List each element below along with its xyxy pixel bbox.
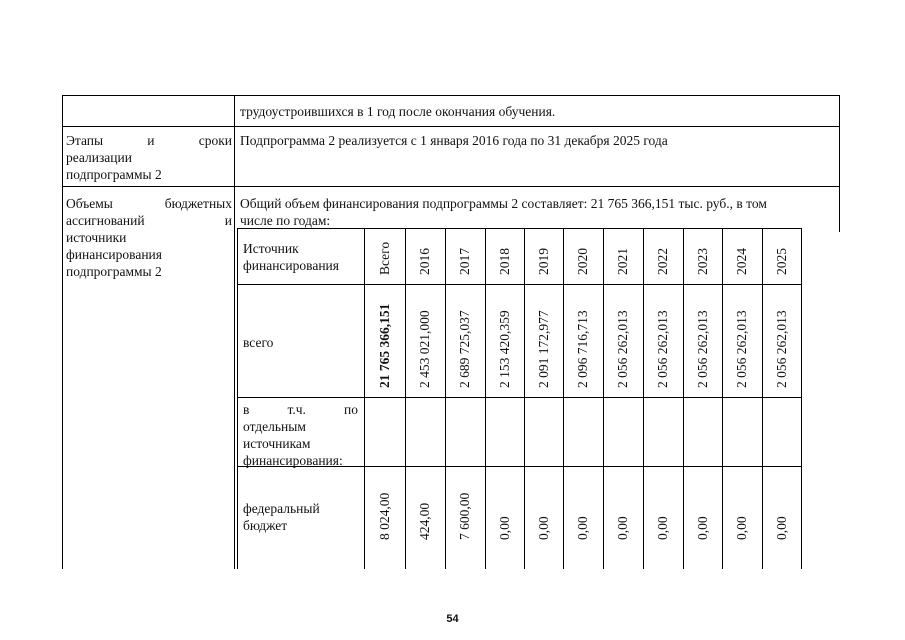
finance-col-line <box>364 228 365 569</box>
federal-value-1: 424,00 <box>417 502 432 540</box>
budget-intro-line2: числе по годам: <box>240 213 331 228</box>
total-value-10: 2 056 262,013 <box>773 310 789 388</box>
federal-value-10: 0,00 <box>773 516 789 540</box>
finance-row-divider <box>237 284 802 285</box>
federal-value-5: 0,00 <box>575 516 590 540</box>
budget-label: Объемы бюджетных ассигнований и источники финансирования подпрограммы 2 <box>66 196 232 279</box>
finance-col-line <box>801 228 802 569</box>
row1-text: трудоустроившихся в 1 год после окончания обучения. <box>240 104 556 119</box>
finance-col-line <box>683 228 684 569</box>
table-top-border <box>62 95 840 96</box>
page-number: 54 <box>446 613 459 625</box>
finance-col-line <box>237 228 238 569</box>
finance-col-line <box>485 228 486 569</box>
federal-value-4: 0,00 <box>535 516 551 540</box>
total-value-4: 2 091 172,977 <box>535 310 551 388</box>
finance-table-top <box>237 228 802 229</box>
total-value-1: 2 453 021,000 <box>417 310 432 388</box>
header-col-5: 2020 <box>575 248 590 275</box>
header-col-1: 2016 <box>417 248 432 275</box>
total-value-3: 2 153 420,359 <box>496 310 512 388</box>
finance-col-line <box>603 228 604 569</box>
header-col-2: 2017 <box>457 248 472 275</box>
header-col-0: Всего <box>376 241 392 275</box>
total-value-0: 21 765 366,151 <box>376 303 392 388</box>
federal-value-8: 0,00 <box>694 516 710 540</box>
header-col-3: 2018 <box>496 248 512 275</box>
finance-row-divider <box>237 397 802 398</box>
header-col-7: 2022 <box>655 248 670 275</box>
federal-value-9: 0,00 <box>734 516 749 540</box>
table-right-border <box>839 95 840 232</box>
header-source-label: Источник финансирования <box>243 241 339 273</box>
header-col-6: 2021 <box>615 248 630 275</box>
federal-value-7: 0,00 <box>655 516 670 540</box>
table-left-border <box>62 95 63 569</box>
total-value-6: 2 056 262,013 <box>615 310 630 388</box>
federal-row-label: федеральный бюджет <box>243 501 320 533</box>
finance-col-line <box>563 228 564 569</box>
budget-intro-line1: Общий объем финансирования подпрограммы 2 составляет: 21 765 366,151 тыс. руб., в том <box>240 196 767 211</box>
header-col-10: 2025 <box>773 248 789 275</box>
total-value-9: 2 056 262,013 <box>734 310 749 388</box>
including-label: в т.ч. по отдельным источникам финансирования: <box>243 402 358 468</box>
stages-label: Этапы и сроки реализации подпрограммы 2 <box>66 133 232 182</box>
finance-col-line <box>643 228 644 569</box>
header-col-9: 2024 <box>734 248 749 275</box>
row-divider <box>62 186 840 187</box>
finance-col-line <box>722 228 723 569</box>
row-divider <box>62 126 840 127</box>
header-col-4: 2019 <box>535 248 551 275</box>
total-value-7: 2 056 262,013 <box>655 310 670 388</box>
finance-col-line <box>762 228 763 569</box>
federal-value-2: 7 600,00 <box>457 492 472 540</box>
finance-col-line <box>445 228 446 569</box>
federal-value-6: 0,00 <box>615 516 630 540</box>
total-value-8: 2 056 262,013 <box>694 310 710 388</box>
finance-col-line <box>524 228 525 569</box>
header-col-8: 2023 <box>694 248 710 275</box>
column-divider <box>234 95 235 569</box>
total-value-5: 2 096 716,713 <box>575 310 590 388</box>
total-value-2: 2 689 725,037 <box>457 310 472 388</box>
finance-col-line <box>405 228 406 569</box>
federal-value-0: 8 024,00 <box>376 492 392 540</box>
total-row-label: всего <box>243 335 274 350</box>
federal-value-3: 0,00 <box>496 516 512 540</box>
stages-text: Подпрограмма 2 реализуется с 1 января 2016 года по 31 декабря 2025 года <box>240 133 668 148</box>
